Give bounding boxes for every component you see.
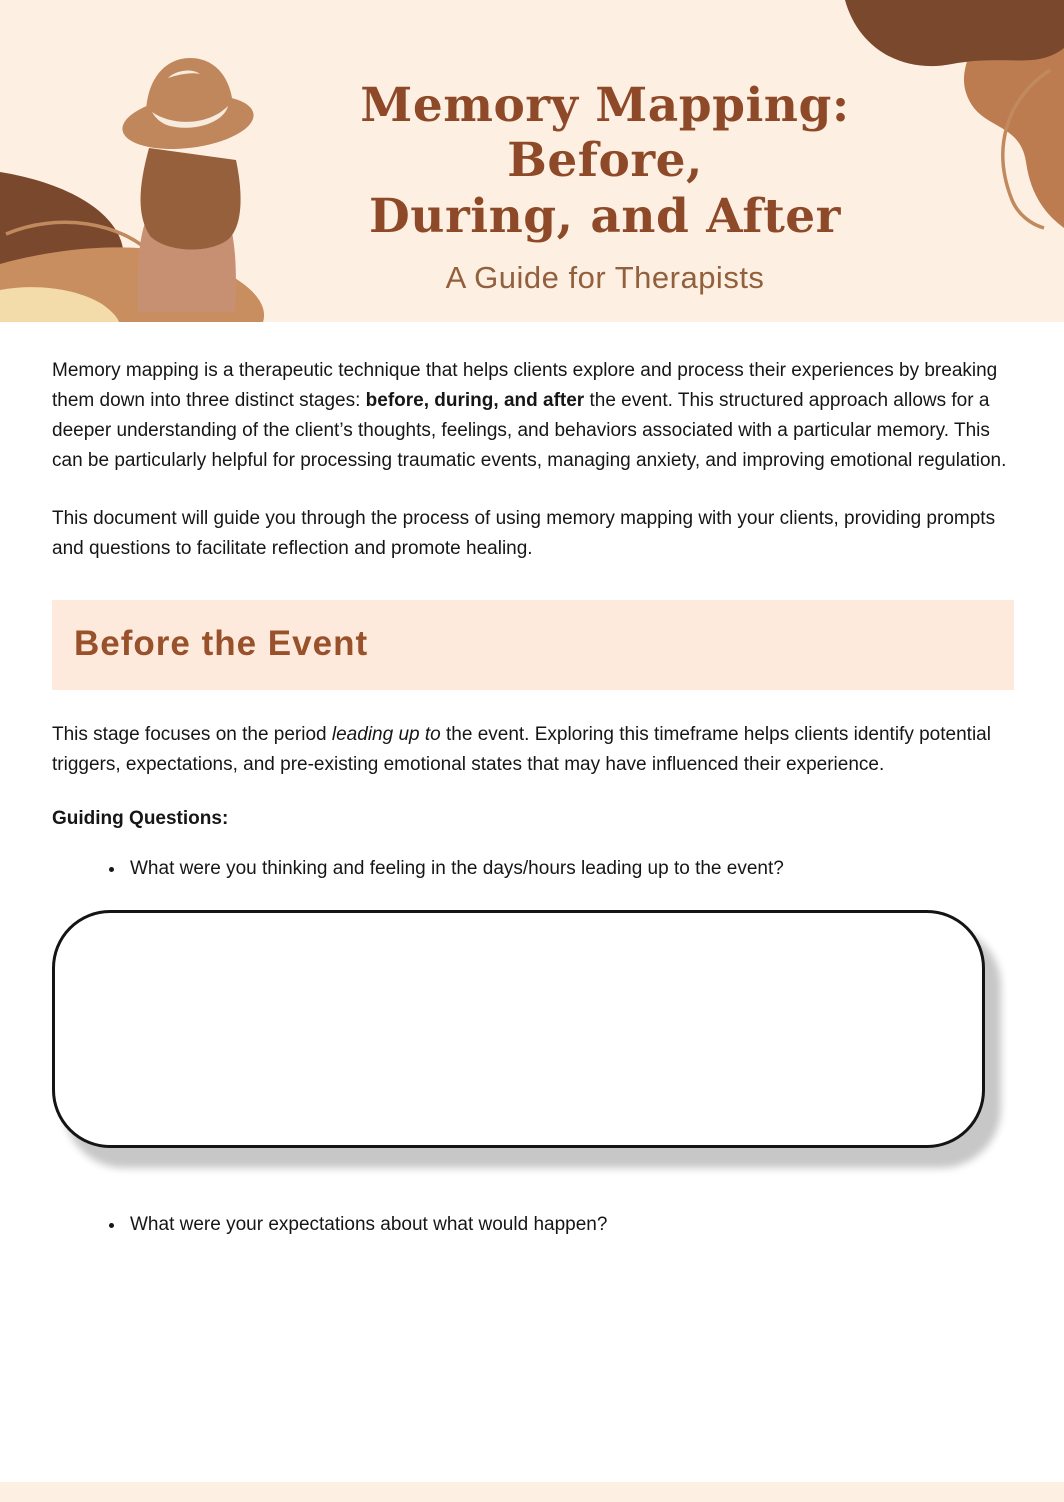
intro-p1-bold: before, during, and after (365, 390, 585, 411)
question-item-1: • What were you thinking and feeling in the days/hours leading up to the event? (126, 854, 1014, 884)
guiding-questions-list-2 (52, 1210, 1014, 1240)
title-block (280, 78, 930, 296)
guiding-questions-list (52, 854, 1014, 884)
header-banner (0, 0, 1064, 322)
question-item-2: • What were your expectations about what would happen? (126, 1210, 1014, 1240)
stage-desc-text-2: the event. Exploring this timeframe helps clients identify potential triggers, expectations, and pre-existing emotional states that may have influenced their experience. (52, 724, 991, 775)
document-body (0, 322, 1064, 1240)
dark-brown-blob-top-right (845, 0, 1064, 66)
intro-paragraph-1 (52, 356, 1014, 476)
guiding-questions-label: Guiding Questions: (52, 808, 229, 829)
section-banner-before-the-event (52, 600, 1014, 690)
page-subtitle: A Guide for Therapists (445, 260, 765, 296)
intro-p1-text-2: the event. This structured approach allows for a deeper understanding of the client’s thoughts, feelings, and behaviors associated with a particular memory. This can be particularly helpful for processing traumatic events, managing anxiety, and improving emotional regulation. (52, 390, 1007, 471)
intro-p1-text: Memory mapping is a therapeutic technique that helps clients explore and process their experiences by breaking them down into three distinct stages: (52, 360, 998, 411)
stage-desc-italic: leading up to (331, 724, 441, 745)
page-title-line1: Memory Mapping: Before, (360, 78, 850, 189)
page-title-line2: During, and After (369, 188, 841, 244)
answer-box-1[interactable] (52, 910, 985, 1148)
intro-paragraph-2: This document will guide you through the process of using memory mapping with your clients, providing prompts and questions to facilitate reflection and promote healing. (52, 508, 996, 559)
woman-with-hat-illustration (119, 58, 256, 312)
stage-description (52, 720, 1014, 780)
stage-desc-text: This stage focuses on the period (52, 724, 332, 745)
section-heading: Before the Event (74, 624, 369, 663)
footer-accent-strip (0, 1482, 1064, 1502)
